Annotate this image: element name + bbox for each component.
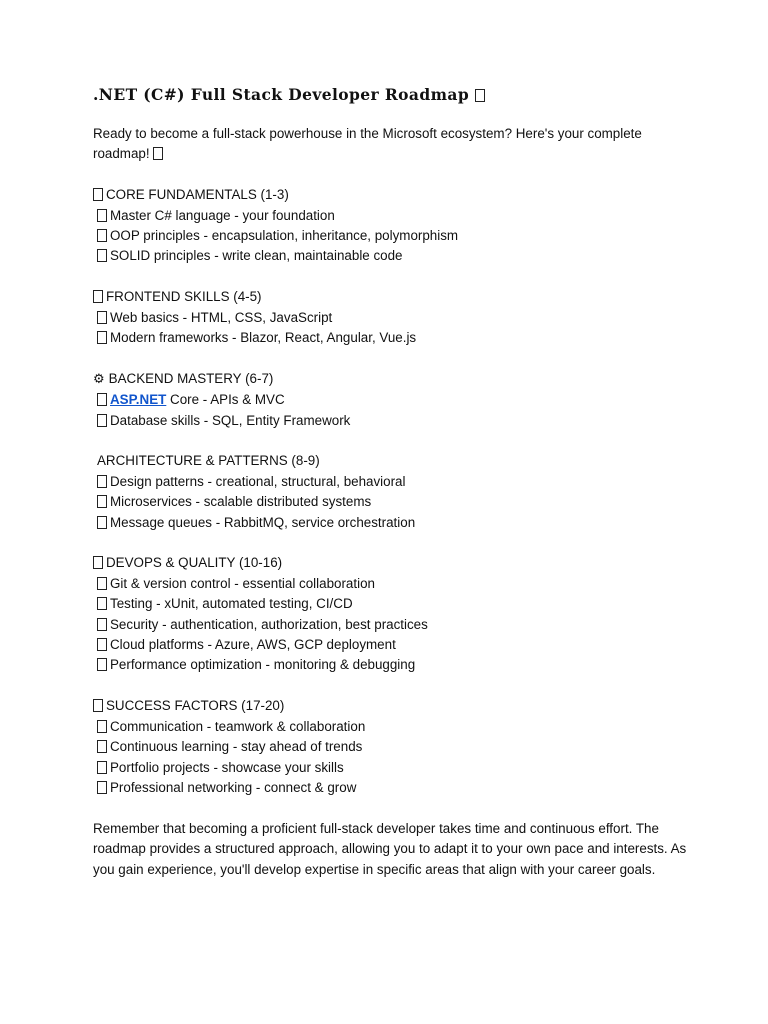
list-item [93,594,693,614]
document-page [93,84,693,880]
unrendered-emoji-icon [97,638,107,651]
unrendered-emoji-icon [97,658,107,671]
intro-text: Ready to become a full-stack powerhouse in the Microsoft ecosystem? Here's your complete roadmap! [93,126,642,162]
section-heading [93,369,693,390]
section-heading-text: FRONTEND SKILLS (4-5) [106,289,262,305]
unrendered-emoji-icon [97,740,107,753]
list-item-text: Web basics - HTML, CSS, JavaScript [110,309,333,325]
list-item [93,574,693,594]
list-item [93,655,693,675]
list-item-text: Cloud platforms - Azure, AWS, GCP deployment [110,637,396,653]
list-item-text: Modern frameworks - Blazor, React, Angular, Vue.js [110,330,417,346]
unrendered-emoji-icon [475,89,485,102]
list-item-text: Core - APIs & MVC [166,392,285,408]
list-item [93,308,693,328]
gear-icon: ⚙ [93,371,105,387]
list-item [93,778,693,798]
unrendered-emoji-icon [97,331,107,344]
unrendered-emoji-icon [97,229,107,242]
unrendered-emoji-icon [97,311,107,324]
closing-paragraph: Remember that becoming a proficient full-stack developer takes time and continuous effort. The roadmap provides a structured approach, allowing you to adapt it to your own pace and interests. As you gain experience, you'll develop expertise in specific areas that align with your career goals. [93,820,687,877]
unrendered-emoji-icon [153,147,163,160]
section-devops-quality [93,553,693,675]
unrendered-emoji-icon [93,290,103,303]
document-title-text: .NET (C#) Full Stack Developer Roadmap [93,85,470,104]
list-item [93,758,693,778]
unrendered-emoji-icon [97,618,107,631]
list-item [93,390,693,410]
list-item-text: Master C# language - your foundation [110,207,335,223]
unrendered-emoji-icon [93,699,103,712]
section-heading [93,451,693,471]
section-backend-mastery [93,369,693,431]
list-item-text: Design patterns - creational, structural, behavioral [110,473,406,489]
unrendered-emoji-icon [97,249,107,262]
section-heading-text: ARCHITECTURE & PATTERNS (8-9) [97,453,320,469]
section-heading [93,185,693,205]
list-item-text: Security - authentication, authorization, best practices [110,616,428,632]
list-item [93,513,693,533]
section-heading [93,287,693,307]
list-item-text: Database skills - SQL, Entity Framework [110,412,351,428]
unrendered-emoji-icon [97,597,107,610]
section-architecture-patterns [93,451,693,533]
list-item [93,717,693,737]
list-item [93,472,693,492]
list-item-text: Testing - xUnit, automated testing, CI/CD [110,596,353,612]
list-item [93,635,693,655]
unrendered-emoji-icon [97,393,107,406]
aspnet-link[interactable]: ASP.NET [110,392,167,408]
unrendered-emoji-icon [97,414,107,427]
list-item-text: OOP principles - encapsulation, inheritance, polymorphism [110,228,459,244]
section-core-fundamentals [93,185,693,267]
section-heading [93,696,693,716]
section-heading-text: BACKEND MASTERY (6-7) [108,370,274,386]
list-item [93,492,693,512]
list-item [93,737,693,757]
list-item [93,411,693,431]
list-item-text: Portfolio projects - showcase your skills [110,759,344,775]
list-item-text: Continuous learning - stay ahead of trends [110,739,363,755]
section-heading-text: DEVOPS & QUALITY (10-16) [106,555,283,571]
list-item [93,246,693,266]
list-item [93,226,693,246]
unrendered-emoji-icon [93,556,103,569]
unrendered-emoji-icon [97,475,107,488]
list-item-text: Communication - teamwork & collaboration [110,718,366,734]
list-item-text: Performance optimization - monitoring & debugging [110,657,416,673]
unrendered-emoji-icon [97,495,107,508]
unrendered-emoji-icon [97,761,107,774]
unrendered-emoji-icon [97,516,107,529]
unrendered-emoji-icon [97,720,107,733]
section-frontend-skills [93,287,693,348]
document-title [93,84,693,106]
section-heading [93,553,693,573]
unrendered-emoji-icon [97,781,107,794]
list-item-text: Message queues - RabbitMQ, service orchestration [110,514,416,530]
list-item-text: Microservices - scalable distributed systems [110,494,372,510]
list-item [93,206,693,226]
section-success-factors [93,696,693,798]
list-item [93,328,693,348]
section-heading-text: CORE FUNDAMENTALS (1-3) [106,187,289,203]
unrendered-emoji-icon [97,577,107,590]
list-item [93,615,693,635]
unrendered-emoji-icon [93,188,103,201]
intro-paragraph [93,124,693,165]
list-item-text: Git & version control - essential collaboration [110,575,375,591]
section-heading-text: SUCCESS FACTORS (17-20) [106,698,285,714]
list-item-text: Professional networking - connect & grow [110,779,357,795]
list-item-text: SOLID principles - write clean, maintainable code [110,248,403,264]
unrendered-emoji-icon [97,209,107,222]
